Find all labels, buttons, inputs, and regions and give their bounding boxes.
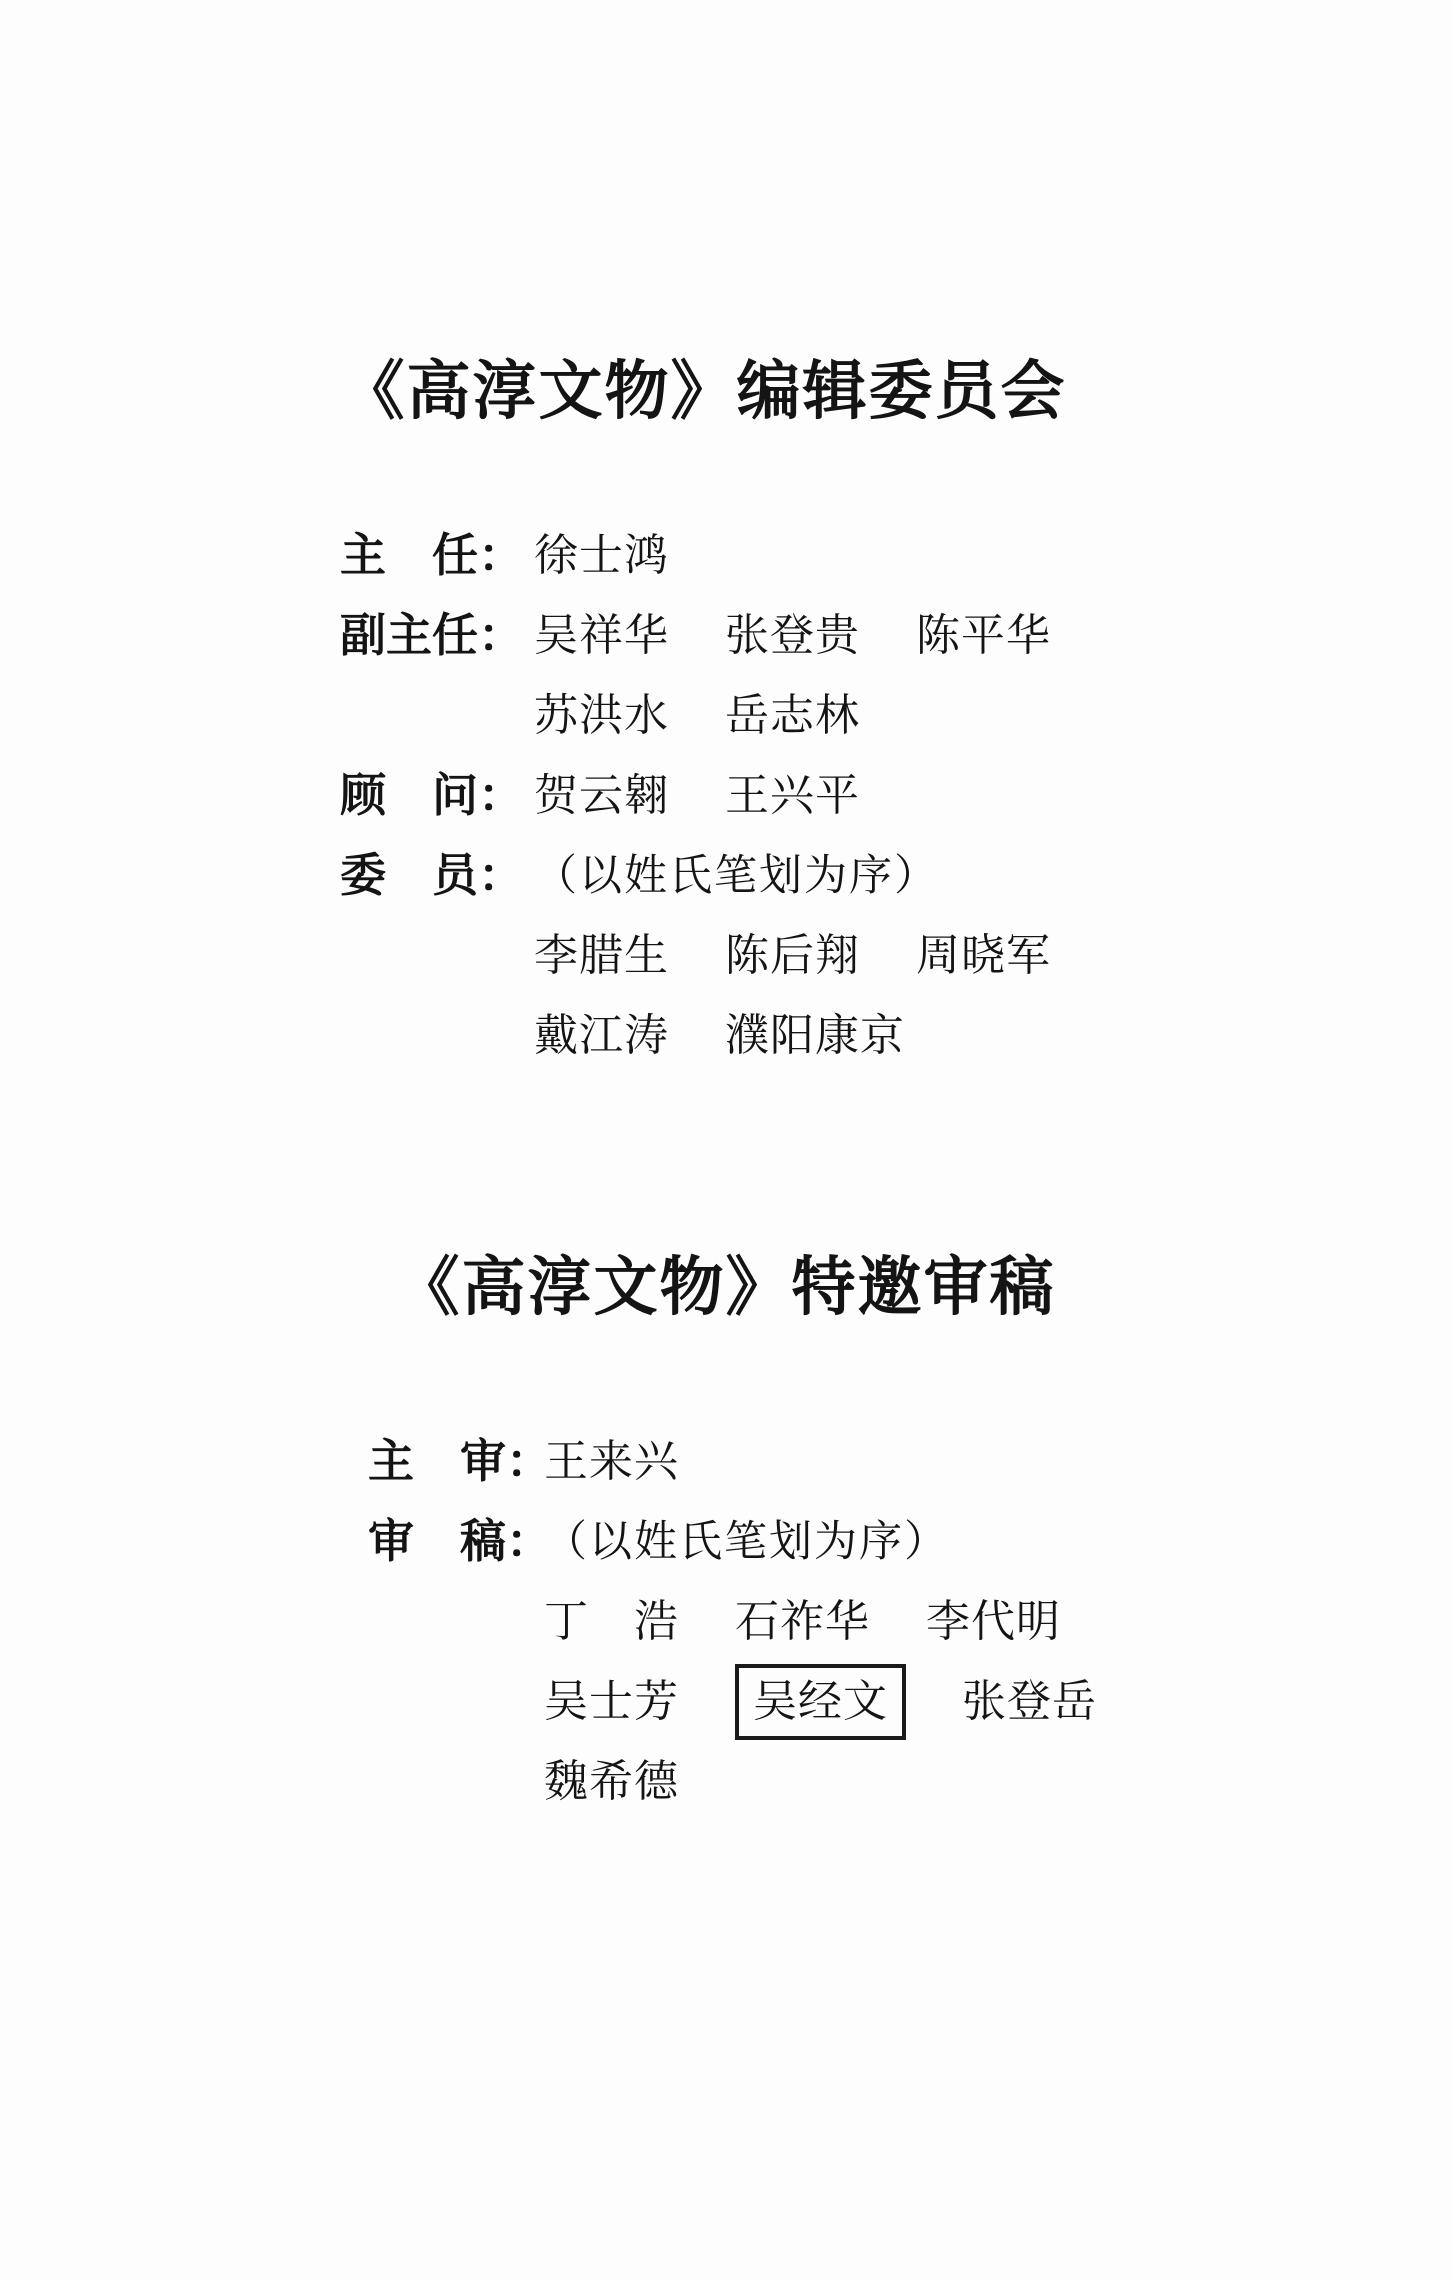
- chief-reviewer-names: [544, 1422, 679, 1502]
- row-members: [340, 836, 1451, 1076]
- role-label-chief-reviewer: 主 审：: [368, 1436, 552, 1487]
- role-label-reviewer: 审 稿：: [368, 1516, 552, 1567]
- member-name: 王兴平: [725, 771, 860, 820]
- member-name: 吴士芳: [544, 1677, 679, 1726]
- member-name: 岳志林: [725, 691, 860, 740]
- role-label-vice-chairman: 副主任：: [340, 610, 524, 661]
- reviewer-names: [544, 1502, 1097, 1822]
- row-chief-reviewer: [368, 1422, 1451, 1502]
- member-name: 贺云翱: [534, 771, 669, 820]
- sort-order-note: （以姓氏笔划为序）: [544, 1518, 949, 1566]
- member-name: 李代明: [926, 1597, 1061, 1646]
- member-name: 王来兴: [544, 1437, 679, 1486]
- member-name: 魏希德: [544, 1757, 679, 1806]
- member-name: 戴江涛: [534, 1011, 669, 1060]
- names-line: [534, 836, 1051, 916]
- member-name: 丁 浩: [544, 1597, 679, 1646]
- row-advisors: [340, 756, 1451, 836]
- names-line: [534, 916, 1051, 996]
- member-name: 张登岳: [962, 1677, 1097, 1726]
- vice-chairmen-names: [534, 596, 1051, 756]
- names-line: [544, 1422, 679, 1502]
- member-name: 李腊生: [534, 931, 669, 980]
- role-label-advisor: 顾 问：: [340, 770, 524, 821]
- names-line: [534, 676, 1051, 756]
- names-line: [544, 1742, 1097, 1822]
- member-name: 周晓军: [916, 931, 1051, 980]
- names-line: [534, 596, 1051, 676]
- chairman-names: [534, 516, 669, 596]
- row-reviewers: [368, 1502, 1451, 1822]
- names-line: [544, 1662, 1097, 1742]
- committee-section: [0, 516, 1451, 1076]
- member-name: 徐士鸿: [534, 531, 669, 580]
- review-title: 《高淳文物》特邀审稿: [395, 1252, 1056, 1323]
- member-name: 苏洪水: [534, 691, 669, 740]
- member-name: 张登贵: [725, 611, 860, 660]
- names-line: [534, 996, 1051, 1076]
- member-name: 陈平华: [916, 611, 1051, 660]
- member-name: 濮阳康京: [725, 1011, 905, 1060]
- review-section: [0, 1422, 1451, 1822]
- advisor-names: [534, 756, 860, 836]
- member-name: 石祚华: [735, 1597, 870, 1646]
- committee-title: 《高淳文物》编辑委员会: [340, 356, 1067, 427]
- role-label-chairman: 主 任：: [340, 530, 524, 581]
- names-line: [534, 756, 860, 836]
- row-vice-chairmen: [340, 596, 1451, 756]
- names-line: [544, 1502, 1097, 1582]
- role-label-member: 委 员：: [340, 850, 524, 901]
- member-name: 吴祥华: [534, 611, 669, 660]
- names-line: [534, 516, 669, 596]
- row-chairman: [340, 516, 1451, 596]
- member-name: 陈后翔: [725, 931, 860, 980]
- names-line: [544, 1582, 1097, 1662]
- member-names: [534, 836, 1051, 1076]
- sort-order-note: （以姓氏笔划为序）: [534, 852, 939, 900]
- boxed-member-name: 吴经文: [735, 1664, 906, 1740]
